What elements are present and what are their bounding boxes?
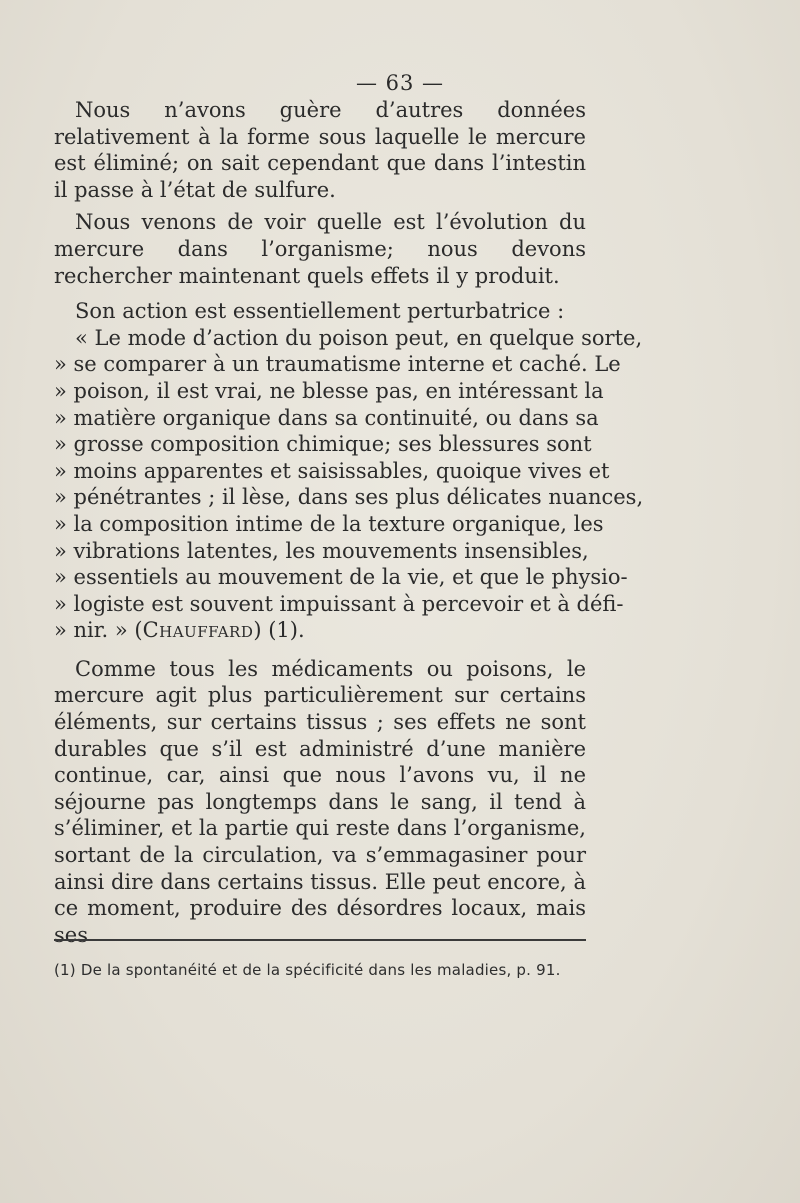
main-text — [54, 97, 644, 948]
page-number: — 63 — — [355, 71, 445, 95]
quote-line: » pénétrantes ; il lèse, dans ses plus délicates nuances, — [54, 485, 644, 510]
quote-line: » essentiels au mouvement de la vie, et que le physio- — [54, 565, 628, 590]
footnote: (1) De la spontanéité et de la spécificité dans les maladies, p. 91. — [54, 961, 561, 979]
quote-last-line-start: » nir. » ( — [54, 618, 143, 643]
quote-line: « Le mode d’action du poison peut, en quelque sorte, — [75, 325, 643, 350]
paragraph-1: Nous n’avons guère d’autres données relativement à la forme sous laquelle le mercure est éliminé; on sait cependant que dans l’intestin il passe à l’état de sulfure. — [54, 98, 586, 202]
quote-line: » matière organique dans sa continuité, ou dans sa — [54, 405, 599, 430]
quote-line: » se comparer à un traumatisme interne et caché. Le — [54, 352, 621, 377]
quote-line: » la composition intime de la texture organique, les — [54, 511, 604, 536]
quote-line: » moins apparentes et saisissables, quoique vives et — [54, 458, 610, 483]
quote-author: Chauffard — [142, 618, 254, 643]
quote-last-line-end: ) (1). — [253, 618, 305, 643]
quote-line: » vibrations latentes, les mouvements insensibles, — [54, 538, 589, 563]
paragraph-4: Comme tous les médicaments ou poisons, le mercure agit plus particulièrement sur certains éléments, sur certains tissus ; ses effets ne sont durables que s’il est administré d’une manière continue, car, ainsi que nous l’avons vu, il ne séjourne pas longtemps dans le sang, il tend à s’éliminer, et la partie qui reste dans l’organisme, sortant de la circulation, va s’emmagasiner pour ainsi dire dans certains tissus. Elle peut encore, à ce moment, produire des désordres locaux, mais ses — [54, 656, 586, 947]
quote-line: » poison, il est vrai, ne blesse pas, en intéressant la — [54, 378, 604, 403]
quotation — [54, 325, 644, 644]
quote-last-line — [54, 617, 586, 644]
quote-line: » grosse composition chimique; ses blessures sont — [54, 432, 592, 457]
paragraph-3: Son action est essentiellement perturbatrice : — [75, 299, 565, 324]
quote-line: » logiste est souvent impuissant à percevoir et à défi- — [54, 591, 624, 616]
paragraph-2: Nous venons de voir quelle est l’évolution du mercure dans l’organisme; nous devons rechercher maintenant quels effets il y produit. — [54, 210, 586, 288]
footnote-divider — [54, 939, 586, 941]
